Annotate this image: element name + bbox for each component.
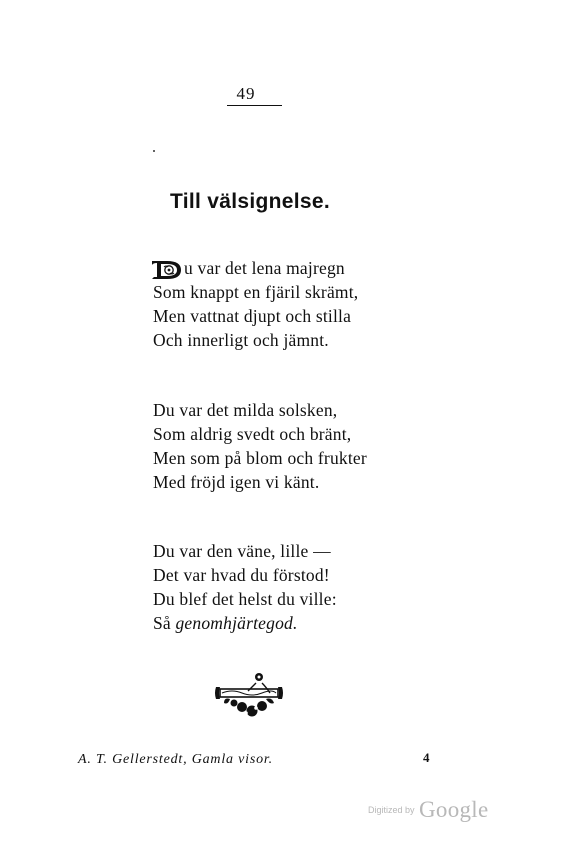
dropcap-letter: D	[153, 278, 154, 279]
poem-line: Med fröjd igen vi känt.	[153, 472, 320, 492]
poem-line-text: u var det lena majregn	[184, 258, 345, 278]
poem-line	[153, 611, 337, 635]
footer-signature: A. T. Gellerstedt, Gamla visor.	[78, 752, 273, 767]
poem-line: Men vattnat djupt och stilla	[153, 306, 352, 326]
floral-ornament-icon	[212, 669, 286, 721]
decorated-initial-icon	[151, 258, 185, 282]
watermark-prefix: Digitized by	[368, 805, 415, 815]
ink-speck	[153, 150, 155, 152]
poem-line-italic: genomhjärtegod.	[175, 613, 298, 633]
stanza-2	[153, 398, 367, 494]
stanza-3	[153, 539, 337, 635]
poem-line	[153, 256, 358, 280]
footer-sheet-number: 4	[423, 750, 430, 765]
poem-title: Till välsignelse.	[170, 190, 330, 213]
poem-line: Som aldrig svedt och bränt,	[153, 424, 352, 444]
page-number: 49	[236, 84, 256, 103]
poem-line: Och innerligt och jämnt.	[153, 330, 329, 350]
poem-line: Du var det milda solsken,	[153, 400, 338, 420]
poem-line: Men som på blom och frukter	[153, 448, 367, 468]
poem-line: Det var hvad du förstod!	[153, 565, 330, 585]
poem-line: Du var den väne, lille —	[153, 541, 331, 561]
stanza-1	[153, 256, 358, 352]
digitized-watermark	[368, 797, 489, 823]
page-number-rule	[227, 105, 282, 106]
poem-line: Du blef det helst du ville:	[153, 589, 337, 609]
poem-line-text: Så	[153, 613, 176, 633]
poem-line: Som knappt en fjäril skrämt,	[153, 282, 359, 302]
watermark-brand: Google	[418, 797, 489, 822]
